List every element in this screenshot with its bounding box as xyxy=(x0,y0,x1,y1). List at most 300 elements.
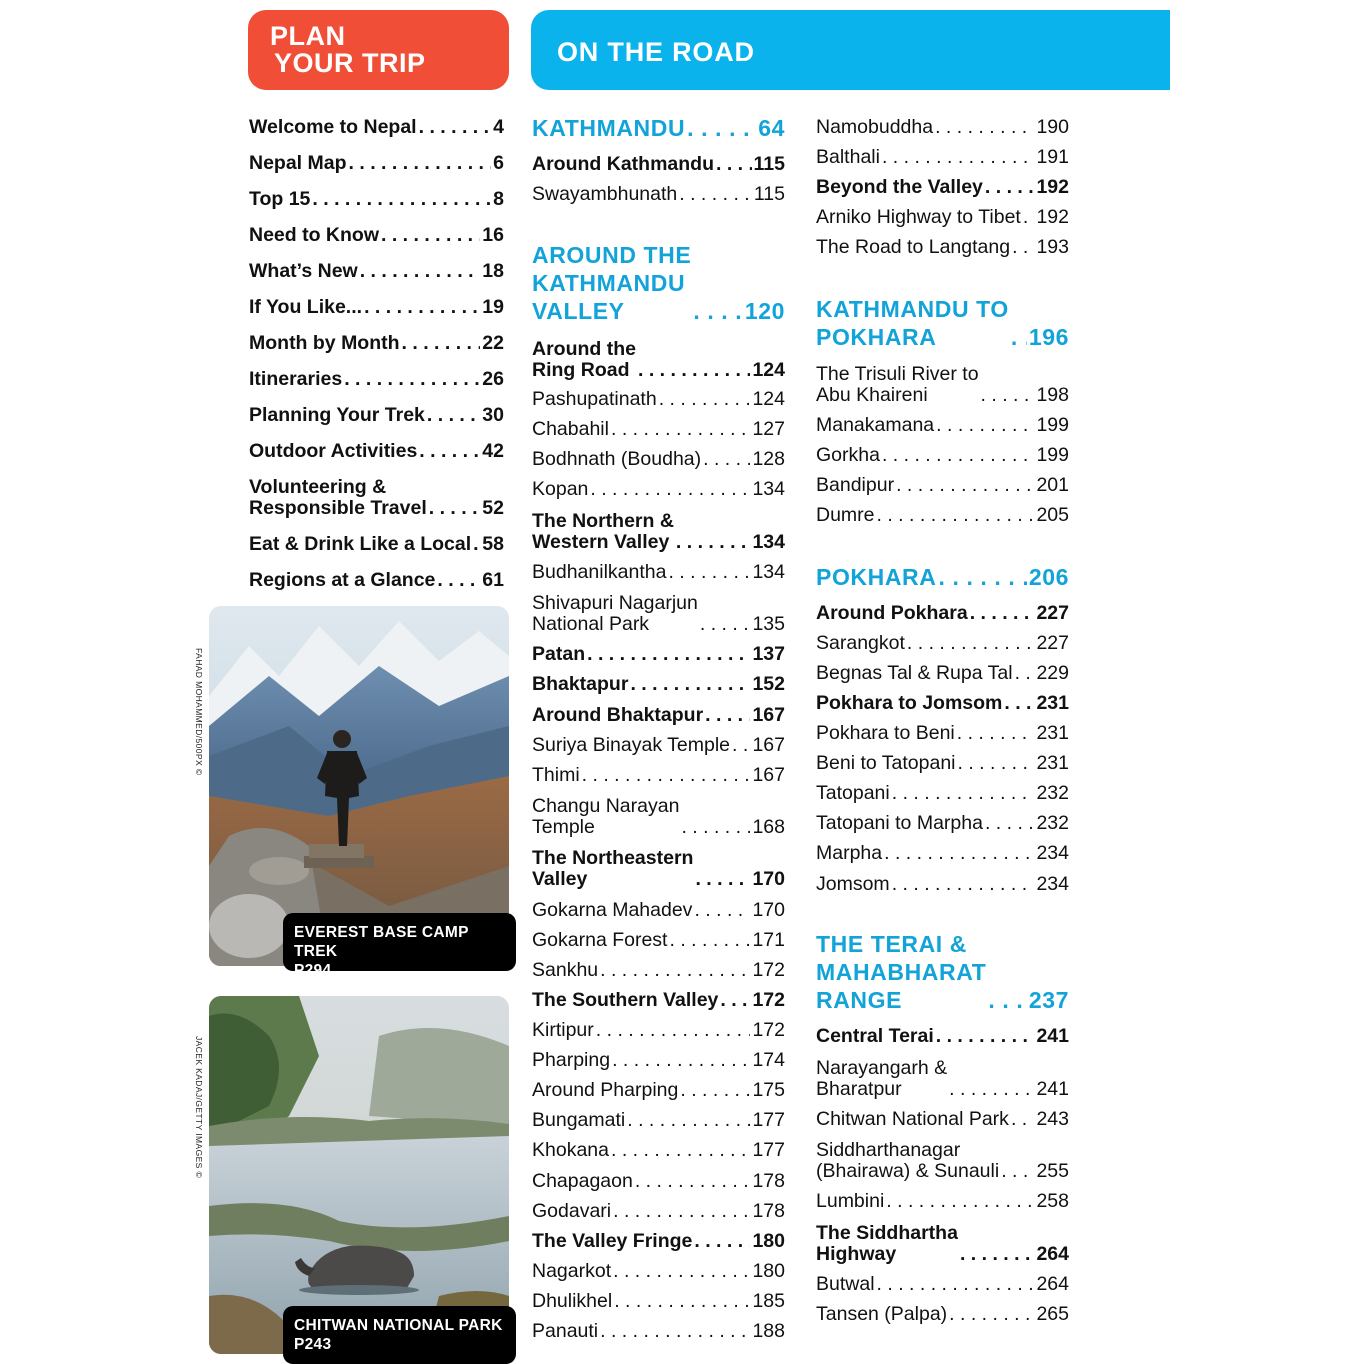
road-entry-label: Kopan xyxy=(532,478,589,500)
leader-dots xyxy=(613,1201,750,1222)
road-entry-page: 190 xyxy=(1036,116,1069,138)
chitwan-image xyxy=(209,996,509,1354)
road-entry-page: 201 xyxy=(1036,474,1069,496)
road-entry-page: 175 xyxy=(752,1079,785,1101)
road-entry-label: Shivapuri Nagarjun National Park xyxy=(532,592,698,635)
road-entry-page: 167 xyxy=(752,764,785,786)
leader-dots xyxy=(957,723,1035,744)
road-entry-label: Bodhnath (Boudha) xyxy=(532,448,702,470)
plan-trip-entry-label: If You Like... xyxy=(249,296,363,318)
road-entry-page: 185 xyxy=(752,1290,785,1312)
road-entry-page: 231 xyxy=(1036,722,1069,744)
road-entry-label: Nagarkot xyxy=(532,1260,612,1282)
road-entry-label: Chabahil xyxy=(532,418,609,440)
leader-dots xyxy=(681,817,750,838)
road-entry-page: 115 xyxy=(753,153,785,175)
road-entry[interactable] xyxy=(816,1058,1069,1100)
road-entry-label: Butwal xyxy=(816,1273,875,1295)
plan-trip-entry[interactable] xyxy=(249,153,504,174)
road-entry-page: 243 xyxy=(1036,1108,1069,1130)
road-entry[interactable] xyxy=(532,1291,785,1312)
road-entry[interactable] xyxy=(816,633,1069,654)
road-entry[interactable] xyxy=(816,874,1069,895)
leader-dots xyxy=(427,405,480,426)
road-entry[interactable] xyxy=(816,364,1069,406)
road-entry-page: 192 xyxy=(1036,206,1069,228)
road-entry[interactable] xyxy=(816,783,1069,804)
road-entry[interactable] xyxy=(816,1140,1069,1182)
leader-dots xyxy=(612,1050,750,1071)
road-entry[interactable] xyxy=(816,1274,1069,1295)
leader-dots xyxy=(611,1140,750,1161)
road-entry-label: Budhanilkantha xyxy=(532,561,667,583)
leader-dots xyxy=(693,297,742,325)
road-entry-page: 231 xyxy=(1036,692,1069,714)
road-entry-label: Pashupatinath xyxy=(532,388,657,410)
road-entry-label: The Siddhartha Highway xyxy=(816,1222,958,1265)
leader-dots xyxy=(638,360,750,381)
road-entry[interactable] xyxy=(816,663,1069,684)
road-entry-label: The Southern Valley xyxy=(532,989,719,1011)
road-entry-page: 168 xyxy=(752,816,785,838)
road-entry[interactable] xyxy=(816,813,1069,834)
road-entry[interactable] xyxy=(532,1321,785,1342)
road-entry[interactable] xyxy=(532,241,785,325)
road-entry[interactable] xyxy=(816,117,1069,138)
road-entry-label: Gokarna Forest xyxy=(532,929,668,951)
road-entry-label: The Northern & Western Valley xyxy=(532,510,674,553)
plan-trip-entry-page: 22 xyxy=(482,332,504,354)
road-entry[interactable] xyxy=(816,1191,1069,1212)
road-entry-page: 255 xyxy=(1036,1160,1069,1182)
road-entry-label: Bungamati xyxy=(532,1109,626,1131)
plan-trip-entry-label: Top 15 xyxy=(249,188,311,210)
road-entry-label: Gorkha xyxy=(816,444,880,466)
road-entry[interactable] xyxy=(532,765,785,786)
road-entry[interactable] xyxy=(816,237,1069,258)
leader-dots xyxy=(877,1274,1035,1295)
road-entry[interactable] xyxy=(816,723,1069,744)
plan-trip-entry-label: Planning Your Trek xyxy=(249,404,425,426)
road-entry-page: 206 xyxy=(1028,564,1069,590)
road-entry-label: Begnas Tal & Rupa Tal xyxy=(816,662,1013,684)
road-entry-page: 137 xyxy=(752,643,785,665)
plan-trip-entry-label: Welcome to Nepal xyxy=(249,116,417,138)
leader-dots xyxy=(970,603,1035,624)
road-entry-label: Tansen (Palpa) xyxy=(816,1303,948,1325)
road-entry[interactable] xyxy=(532,184,785,205)
road-entry-label: Pokhara to Jomsom xyxy=(816,692,1003,714)
road-entry[interactable] xyxy=(532,1020,785,1041)
leader-dots xyxy=(635,1171,751,1192)
road-entry-label: Beni to Tatopani xyxy=(816,752,956,774)
road-entry-page: 124 xyxy=(752,359,785,381)
leader-dots xyxy=(694,1231,750,1252)
leader-dots xyxy=(907,633,1035,654)
road-entry[interactable] xyxy=(816,475,1069,496)
road-entry-label: Pharping xyxy=(532,1049,611,1071)
leader-dots xyxy=(936,1026,1035,1047)
everest-caption-title: EVEREST BASE CAMP TREK xyxy=(294,924,469,960)
road-entry-page: 229 xyxy=(1036,662,1069,684)
road-entry-page: 172 xyxy=(752,989,785,1011)
road-entry-page: 231 xyxy=(1036,752,1069,774)
leader-dots xyxy=(720,990,750,1011)
road-entry[interactable] xyxy=(816,1026,1069,1047)
plan-trip-entry[interactable] xyxy=(249,369,504,390)
leader-dots xyxy=(419,441,480,462)
leader-dots xyxy=(437,570,480,591)
road-entry-label: Khokana xyxy=(532,1139,609,1161)
chitwan-caption-page: P243 xyxy=(294,1336,332,1353)
road-entry[interactable] xyxy=(532,1201,785,1222)
road-entry-page: 237 xyxy=(1028,987,1069,1013)
road-entry[interactable] xyxy=(532,960,785,981)
road-entry[interactable] xyxy=(532,1261,785,1282)
road-entry-page: 171 xyxy=(752,929,785,951)
leader-dots xyxy=(705,705,750,726)
plan-trip-entry-page: 18 xyxy=(482,260,504,282)
leader-dots xyxy=(949,1079,1034,1100)
road-entry-label: Around Bhaktapur xyxy=(532,704,704,726)
road-entry[interactable] xyxy=(532,419,785,440)
road-entry[interactable] xyxy=(532,735,785,756)
road-entry-label: Beyond the Valley xyxy=(816,176,983,198)
road-entry-page: 192 xyxy=(1036,176,1069,198)
road-entry[interactable] xyxy=(816,415,1069,436)
plan-trip-entry-label: What’s New xyxy=(249,260,358,282)
road-entry-label: The Valley Fringe xyxy=(532,1230,693,1252)
road-entry[interactable] xyxy=(532,900,785,921)
road-entry[interactable] xyxy=(532,562,785,583)
road-entry[interactable] xyxy=(532,114,785,142)
road-entry-page: 172 xyxy=(752,1019,785,1041)
leader-dots xyxy=(1001,1161,1034,1182)
leader-dots xyxy=(892,783,1035,804)
road-entry-label: KATHMANDU TO POKHARA xyxy=(816,296,1009,350)
road-entry[interactable] xyxy=(532,990,785,1011)
road-entry-page: 64 xyxy=(758,115,785,141)
everest-photo xyxy=(209,606,509,966)
road-entry[interactable] xyxy=(532,644,785,665)
everest-photo-credit: FAHAD MOHAMMED/500PX © xyxy=(194,648,204,776)
leader-dots xyxy=(473,534,480,555)
chitwan-photo-credit: JACEK KADAJ/GETTY IMAGES © xyxy=(194,1036,204,1179)
road-entry[interactable] xyxy=(816,843,1069,864)
road-entry[interactable] xyxy=(816,177,1069,198)
leader-dots xyxy=(896,475,1034,496)
plan-trip-entry-page: 6 xyxy=(493,152,504,174)
road-entry-label: THE TERAI & MAHABHARAT RANGE xyxy=(816,931,987,1013)
road-entry-label: Gokarna Mahadev xyxy=(532,899,693,921)
road-entry-page: 178 xyxy=(752,1200,785,1222)
road-entry-page: 196 xyxy=(1028,324,1069,350)
road-entry[interactable] xyxy=(532,479,785,500)
road-entry-page: 193 xyxy=(1036,236,1069,258)
plan-trip-entry-page: 42 xyxy=(482,440,504,462)
plan-trip-entry[interactable] xyxy=(249,333,504,354)
leader-dots xyxy=(1012,237,1034,258)
road-entry-page: 134 xyxy=(752,531,785,553)
road-entry-page: 264 xyxy=(1036,1243,1069,1265)
road-entry-label: Bandipur xyxy=(816,474,895,496)
road-entry[interactable] xyxy=(532,1171,785,1192)
plan-trip-entry[interactable] xyxy=(249,405,504,426)
plan-trip-entry-label: Outdoor Activities xyxy=(249,440,418,462)
road-entry-page: 172 xyxy=(752,959,785,981)
road-entry-page: 199 xyxy=(1036,444,1069,466)
chitwan-caption-title: CHITWAN NATIONAL PARK xyxy=(294,1317,503,1334)
road-entry[interactable] xyxy=(816,1304,1069,1325)
road-entry-label: Dhulikhel xyxy=(532,1290,613,1312)
road-entry-page: 234 xyxy=(1036,873,1069,895)
plan-trip-entry-label: Month by Month xyxy=(249,332,400,354)
road-entry-label: Thimi xyxy=(532,764,580,786)
road-entry[interactable] xyxy=(532,796,785,838)
road-entry[interactable] xyxy=(532,449,785,470)
road-entry-label: Namobuddha xyxy=(816,116,934,138)
leader-dots xyxy=(429,498,481,519)
leader-dots xyxy=(687,114,756,142)
road-entry-label: Lumbini xyxy=(816,1190,885,1212)
road-entry-label: Panauti xyxy=(532,1320,599,1342)
road-entry[interactable] xyxy=(532,339,785,381)
road-entry[interactable] xyxy=(532,511,785,553)
everest-caption-page: P294 xyxy=(294,962,332,979)
on-the-road-title: ON THE ROAD xyxy=(557,37,755,67)
plan-trip-entry-page: 52 xyxy=(482,497,504,519)
road-entry-page: 120 xyxy=(744,298,785,324)
plan-trip-entry[interactable] xyxy=(249,441,504,462)
road-entry-page: 227 xyxy=(1036,602,1069,624)
road-entry-label: Arniko Highway to Tibet xyxy=(816,206,1021,228)
road-entry-page: 199 xyxy=(1036,414,1069,436)
road-entry-page: 152 xyxy=(752,673,785,695)
road-entry[interactable] xyxy=(816,1109,1069,1130)
leader-dots xyxy=(877,505,1035,526)
road-entry-page: 180 xyxy=(752,1230,785,1252)
road-entry-page: 167 xyxy=(752,704,785,726)
leader-dots xyxy=(892,874,1035,895)
road-entry-label: Dumre xyxy=(816,504,875,526)
leader-dots xyxy=(988,986,1026,1014)
plan-trip-entry[interactable] xyxy=(249,117,504,138)
plan-trip-entry[interactable] xyxy=(249,297,504,318)
road-entry-label: Bhaktapur xyxy=(532,673,629,695)
plan-your-trip-banner xyxy=(248,10,509,90)
road-entry-label: Around Kathmandu xyxy=(532,153,714,175)
road-entry[interactable] xyxy=(816,147,1069,168)
road-entry[interactable] xyxy=(532,1231,785,1252)
plan-trip-entry[interactable] xyxy=(249,189,504,210)
plan-trip-entry[interactable] xyxy=(249,534,504,555)
leader-dots xyxy=(732,735,750,756)
leader-dots xyxy=(600,960,750,981)
road-entry[interactable] xyxy=(532,1140,785,1161)
plan-trip-entry[interactable] xyxy=(249,225,504,246)
road-entry-label: The Trisuli River to Abu Khaireni xyxy=(816,363,979,406)
plan-trip-entry-page: 16 xyxy=(482,224,504,246)
leader-dots xyxy=(344,369,480,390)
road-entry-page: 241 xyxy=(1036,1078,1069,1100)
everest-image xyxy=(209,606,509,966)
road-entry[interactable] xyxy=(816,295,1069,351)
road-entry-page: 170 xyxy=(752,899,785,921)
plan-trip-entry-page: 30 xyxy=(482,404,504,426)
plan-banner-line1: PLAN xyxy=(270,21,346,51)
road-entry-page: 241 xyxy=(1036,1025,1069,1047)
leader-dots xyxy=(936,415,1034,436)
plan-trip-entry[interactable] xyxy=(249,261,504,282)
leader-dots xyxy=(582,765,751,786)
road-entry[interactable] xyxy=(532,154,785,175)
road-entry-label: Around the Ring Road xyxy=(532,338,636,381)
road-entry-page: 265 xyxy=(1036,1303,1069,1325)
leader-dots xyxy=(364,297,480,318)
road-entry-label: Swayambhunath xyxy=(532,183,678,205)
road-entry[interactable] xyxy=(532,705,785,726)
road-entry-label: Kirtipur xyxy=(532,1019,594,1041)
plan-trip-entry[interactable] xyxy=(249,477,504,519)
road-entry-label: Jomsom xyxy=(816,873,890,895)
leader-dots xyxy=(882,445,1035,466)
leader-dots xyxy=(695,869,750,890)
road-entry[interactable] xyxy=(816,693,1069,714)
road-entry[interactable] xyxy=(816,753,1069,774)
road-entry[interactable] xyxy=(532,1110,785,1131)
leader-dots xyxy=(1023,207,1035,228)
chitwan-photo xyxy=(209,996,509,1354)
leader-dots xyxy=(627,1110,750,1131)
road-entry-page: 135 xyxy=(752,613,785,635)
road-entry-page: 258 xyxy=(1036,1190,1069,1212)
leader-dots xyxy=(703,449,750,470)
road-entry-label: Changu Narayan Temple xyxy=(532,795,680,838)
leader-dots xyxy=(680,1080,750,1101)
leader-dots xyxy=(596,1020,751,1041)
plan-trip-entry-label: Eat & Drink Like a Local xyxy=(249,533,472,555)
leader-dots xyxy=(587,644,750,665)
road-entry-label: Suriya Binayak Temple xyxy=(532,734,730,756)
road-entry[interactable] xyxy=(532,930,785,951)
road-entry-label: Central Terai xyxy=(816,1025,934,1047)
plan-trip-entry-label: Volunteering & Responsible Travel xyxy=(249,476,427,519)
on-the-road-banner xyxy=(531,10,1170,90)
plan-trip-entry-label: Need to Know xyxy=(249,224,379,246)
plan-trip-entry-page: 4 xyxy=(493,116,504,138)
leader-dots xyxy=(981,385,1035,406)
plan-trip-entry[interactable] xyxy=(249,570,504,591)
road-entry-label: Balthali xyxy=(816,146,880,168)
road-entry[interactable] xyxy=(532,593,785,635)
leader-dots xyxy=(611,419,750,440)
road-entry-label: AROUND THE KATHMANDU VALLEY xyxy=(532,242,692,324)
road-entry-label: Chitwan National Park xyxy=(816,1108,1009,1130)
leader-dots xyxy=(884,843,1034,864)
road-entry-page: 234 xyxy=(1036,842,1069,864)
road-entry-label: POKHARA xyxy=(816,564,937,590)
road-entry[interactable] xyxy=(532,1080,785,1101)
road-entry-page: 232 xyxy=(1036,812,1069,834)
road-entry[interactable] xyxy=(532,389,785,410)
road-entry[interactable] xyxy=(816,505,1069,526)
leader-dots xyxy=(958,753,1035,774)
chitwan-caption xyxy=(283,1306,516,1364)
road-entry-page: 191 xyxy=(1036,146,1069,168)
road-entry[interactable] xyxy=(816,1223,1069,1265)
plan-trip-entry-label: Itineraries xyxy=(249,368,343,390)
road-entry[interactable] xyxy=(532,674,785,695)
road-entry-page: 167 xyxy=(752,734,785,756)
road-entry[interactable] xyxy=(816,930,1069,1014)
leader-dots xyxy=(938,563,1026,591)
leader-dots xyxy=(949,1304,1034,1325)
leader-dots xyxy=(882,147,1034,168)
road-entry-label: The Road to Langtang xyxy=(816,236,1011,258)
leader-dots xyxy=(419,117,492,138)
road-entry-label: Godavari xyxy=(532,1200,612,1222)
road-entry-page: 180 xyxy=(752,1260,785,1282)
road-entry[interactable] xyxy=(816,603,1069,624)
leader-dots xyxy=(960,1244,1035,1265)
road-entry-label: Manakamana xyxy=(816,414,935,436)
road-entry-page: 124 xyxy=(752,388,785,410)
leader-dots xyxy=(659,389,751,410)
road-entry[interactable] xyxy=(532,1050,785,1071)
road-entry-page: 198 xyxy=(1036,384,1069,406)
everest-caption xyxy=(283,913,516,979)
road-entry[interactable] xyxy=(816,445,1069,466)
road-entry-page: 115 xyxy=(753,183,785,205)
leader-dots xyxy=(590,479,750,500)
road-entry-label: Chapagaon xyxy=(532,1170,633,1192)
leader-dots xyxy=(985,813,1035,834)
road-entry-label: Siddharthanagar (Bhairawa) & Sunauli xyxy=(816,1139,1000,1182)
road-entry-label: Marpha xyxy=(816,842,883,864)
road-entry[interactable] xyxy=(532,848,785,890)
leader-dots xyxy=(886,1191,1034,1212)
leader-dots xyxy=(360,261,481,282)
road-entry-page: 127 xyxy=(752,418,785,440)
road-entry-page: 227 xyxy=(1036,632,1069,654)
road-entry-page: 178 xyxy=(752,1170,785,1192)
plan-trip-entry-label: Regions at a Glance xyxy=(249,569,436,591)
road-entry-label: Tatopani to Marpha xyxy=(816,812,983,834)
leader-dots xyxy=(1011,1109,1035,1130)
road-entry-label: Patan xyxy=(532,643,586,665)
plan-trip-entry-page: 58 xyxy=(482,533,504,555)
road-entry-page: 134 xyxy=(752,478,785,500)
plan-banner-line2: YOUR TRIP xyxy=(274,48,426,78)
road-entry-page: 264 xyxy=(1036,1273,1069,1295)
road-entry-label: KATHMANDU xyxy=(532,115,686,141)
plan-trip-entry-page: 61 xyxy=(482,569,504,591)
road-entry-page: 174 xyxy=(752,1049,785,1071)
leader-dots xyxy=(935,117,1034,138)
road-entry[interactable] xyxy=(816,207,1069,228)
road-entry-label: Sarangkot xyxy=(816,632,905,654)
road-entry[interactable] xyxy=(816,563,1069,591)
leader-dots xyxy=(312,189,491,210)
road-entry-page: 177 xyxy=(752,1109,785,1131)
leader-dots xyxy=(630,674,750,695)
road-entry-label: Around Pharping xyxy=(532,1079,679,1101)
leader-dots xyxy=(668,562,750,583)
plan-trip-entry-page: 19 xyxy=(482,296,504,318)
road-entry-page: 188 xyxy=(752,1320,785,1342)
road-entry-page: 205 xyxy=(1036,504,1069,526)
plan-trip-entry-label: Nepal Map xyxy=(249,152,347,174)
